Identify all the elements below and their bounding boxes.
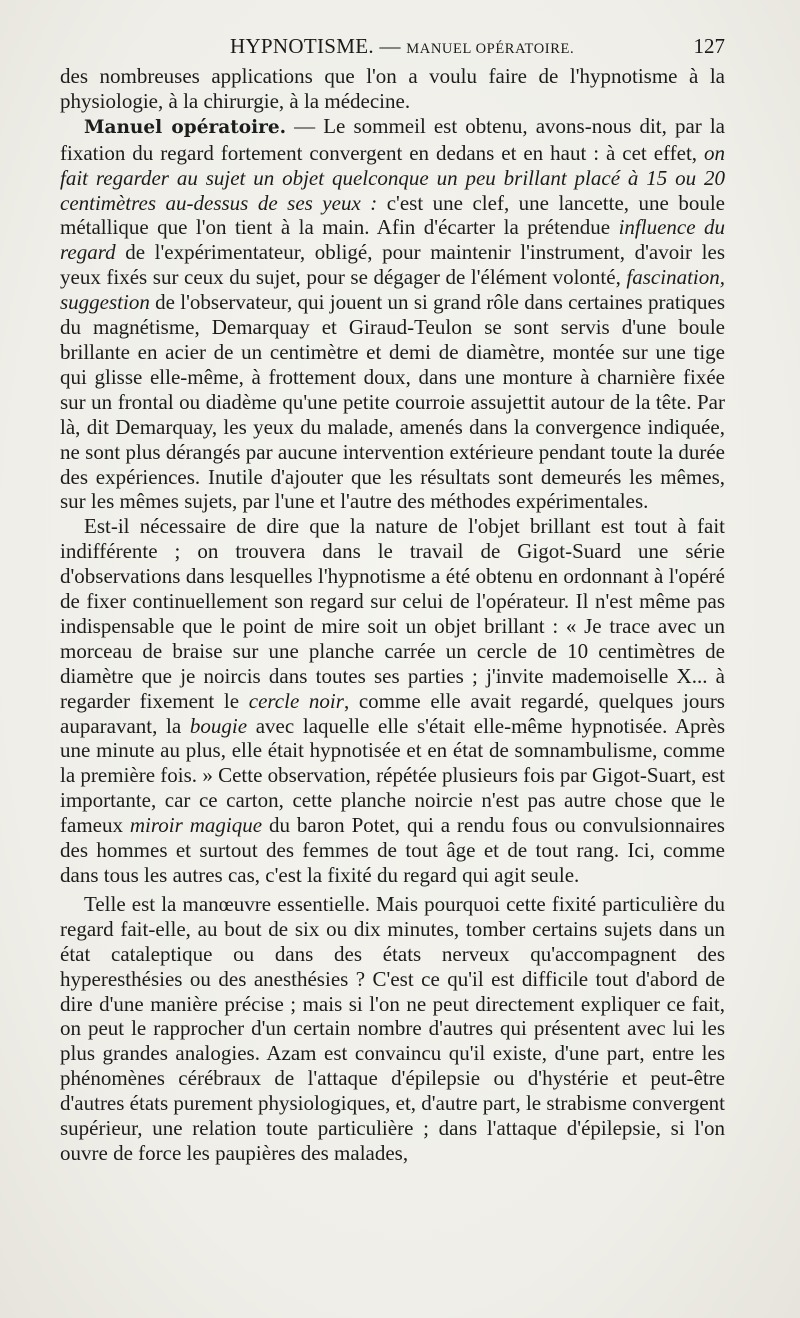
paragraph: [60, 114, 725, 515]
text-run: de l'observateur, qui jouent un si grand rôle dans certaines pratiques du magnétisme, Demarquay et Giraud-Teulon se sont servis d'une boule brillante en acier de un centimètre et demi de diamètre, montée sur une tige qui glisse elle-même, à frottement doux, dans une monture à charnière fixée sur un frontal ou diadème qu'une petite courroie assujettit autour de la tête. Par là, dit Demarquay, les yeux du malade, amenés dans la convergence indiquée, ne sont plus dérangés par aucune intervention extérieure pendant toute la durée des expériences. Inutile d'ajouter que les résultats sont demeurés les mêmes, sur les mêmes sujets, par l'une et l'autre des méthodes expérimentales.: [60, 290, 725, 514]
text-run: , comme elle avait regardé, quelques jours auparavant, la: [60, 688, 725, 738]
paragraph: [60, 514, 725, 888]
body-text: [60, 64, 725, 1166]
text-run: c'est une clef, une lancette, une boule métallique que l'on tient à la main. Afin d'écarter la prétendue: [60, 190, 725, 240]
italic-phrase: on fait regarder au sujet un objet quelconque un peu brillant placé à 15 ou 20 centimètres au-dessus de ses yeux :: [60, 140, 725, 215]
text-run: Telle est la manœuvre essentielle. Mais pourquoi cette fixité particulière du regard fait-elle, au bout de six ou dix minutes, tomber certains sujets dans un état cataleptique ou dans des états nerveux qu'accompagnent des hyperesthésies ou des anesthésies ? C'est ce qu'il est difficile tout d'abord de dire d'une manière précise ; mais si l'on ne peut directement expliquer ce fait, on peut le rapprocher d'un certain nombre d'autres qui présentent avec lui les plus grandes analogies. Azam est convaincu qu'il existe, d'une part, entre les phénomènes cérébraux de l'attaque d'épilepsie ou d'hystérie et peut-être d'autres états purement physiologiques, et, d'autre part, le strabisme convergent supérieur, une relation toute particulière ; dans l'attaque d'épilepsie, si l'on ouvre de force les paupières des malades,: [60, 891, 725, 1165]
italic-phrase: influence du regard: [60, 215, 726, 265]
running-header: [60, 30, 725, 64]
running-title-main: HYPNOTISME. —: [230, 34, 407, 58]
italic-phrase: bougie: [189, 713, 248, 738]
text-run: de l'expérimentateur, obligé, pour maintenir l'instrument, d'avoir les yeux fixés sur ceux du sujet, pour se dégager de l'élément volonté,: [60, 240, 725, 290]
paragraph: [60, 64, 725, 114]
text-run: Est-il nécessaire de dire que la nature de l'objet brillant est tout à fait indifférente ; on trouvera dans le travail de Gigot-Suard une série d'observations dans lesquelles l'hypnotisme a été obtenu en ordonnant à l'opéré de fixer continuellement son regard sur celui de l'opérateur. Il n'est même pas indispensable que le point de mire soit un objet brillant : « Je trace avec un morceau de braise sur une planche carrée un cercle de 10 centimètres de diamètre que je noircis dans toutes ses parties ; j'invite mademoiselle X... à regarder fixement le: [60, 514, 725, 713]
paragraph: [60, 892, 725, 1166]
section-heading: Manuel opératoire.: [84, 116, 287, 138]
running-title-sub: MANUEL OPÉRATOIRE.: [406, 41, 575, 57]
page-number: 127: [693, 34, 725, 58]
text-run: du baron Potet, qui a rendu fous ou convulsionnaires des hommes et surtout des femmes de tout âge et de tout rang. Ici, comme dans tous les autres cas, c'est la fixité du regard qui agit seule.: [60, 813, 725, 887]
italic-phrase: cercle noir: [248, 688, 344, 713]
text-run: — Le sommeil est obtenu, avons-nous dit, par la fixation du regard fortement convergent en dedans et en haut : à cet effet,: [60, 113, 725, 165]
italic-phrase: miroir magique: [129, 813, 263, 838]
text-run: avec laquelle elle s'était elle-même hypnotisée. Après une minute au plus, elle était hypnotisée et en état de somnambulisme, comme la première fois. » Cette observation, répétée plusieurs fois par Gigot-Suart, est importante, car ce carton, cette planche noircie n'est pas autre chose que le fameux: [60, 713, 725, 838]
running-title: [230, 34, 574, 59]
italic-phrase: fascination, suggestion: [60, 265, 725, 315]
text-run: des nombreuses applications que l'on a voulu faire de l'hypnotisme à la physiologie, à la chirurgie, à la médecine.: [60, 64, 725, 113]
